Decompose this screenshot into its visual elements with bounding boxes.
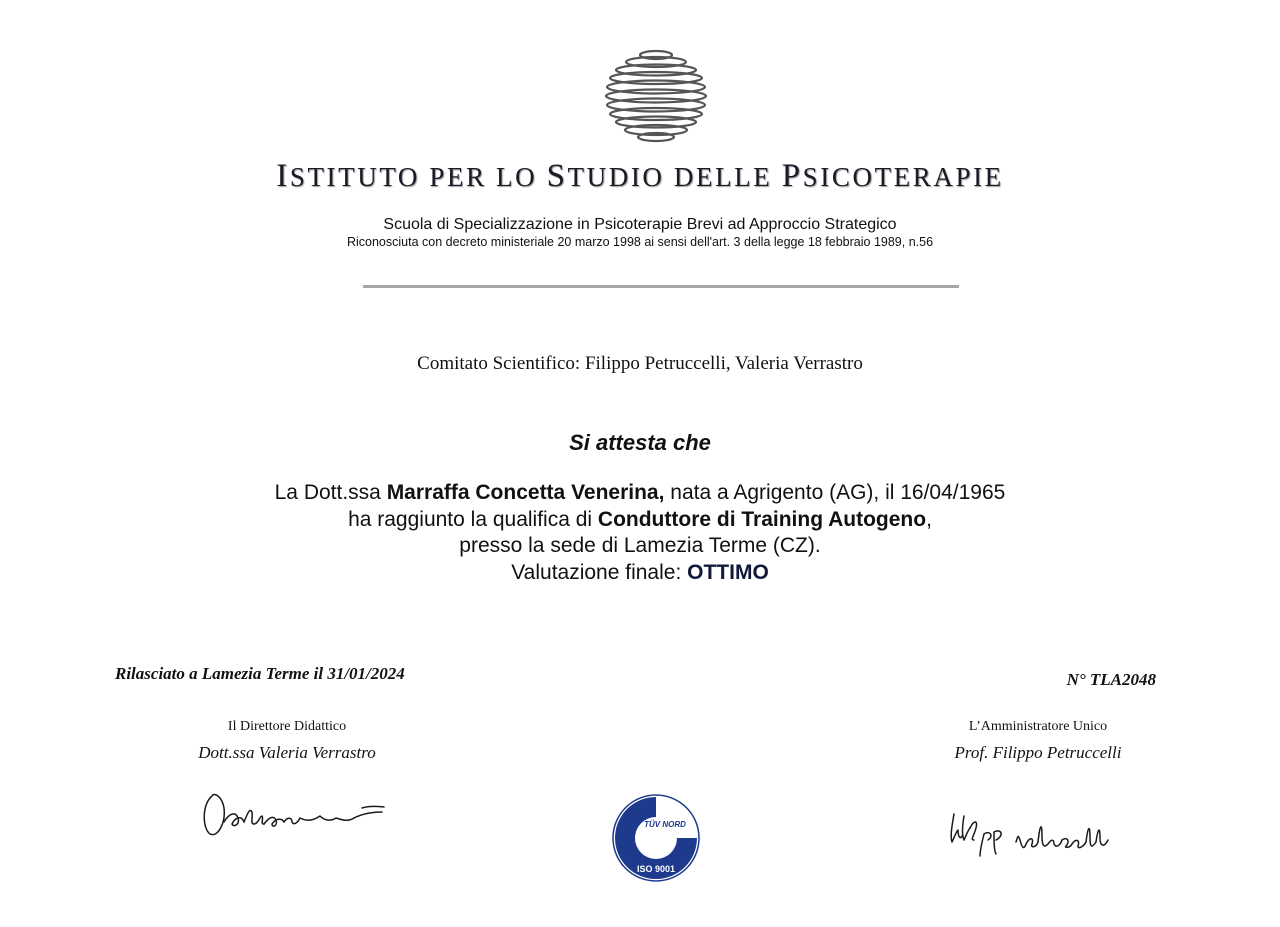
iso-certification-seal [611, 793, 701, 883]
seal-brand: TÜV NORD [644, 820, 686, 829]
line-text: ha raggiunto la qualifica di [348, 507, 598, 531]
seal-standard: ISO 9001 [636, 864, 676, 874]
certificate-number: N° TLA2048 [1066, 670, 1156, 689]
director-signature [196, 782, 396, 842]
line-text: La Dott.ssa [274, 481, 387, 504]
line-text: , [926, 507, 932, 531]
recipient-name: Marraffa Concetta Venerina, [386, 481, 665, 504]
final-grade: OTTIMO [687, 560, 769, 584]
attestation-line: presso la sede di Lamezia Terme (CZ). [459, 534, 821, 557]
recognition-note: Riconosciuta con decreto ministeriale 20 marzo 1998 ai sensi dell'art. 3 della legge 18 febbraio 1989, n.56 [346, 235, 934, 249]
institute-name-part: TUDIO DELLE [567, 162, 782, 192]
institute-logo [604, 46, 708, 150]
scientific-committee: Comitato Scientifico: Filippo Petruccelli, Valeria Verrastro [417, 353, 863, 374]
institute-name-part: SICOTERAPIE [802, 162, 1004, 192]
header-divider [363, 285, 959, 288]
qualification: Conduttore di Training Autogeno [597, 507, 927, 531]
attestation-heading: Si attesta che [569, 430, 711, 455]
line-text: Valutazione finale: [511, 560, 688, 584]
institute-name-initial: S [546, 158, 568, 194]
director-name: Dott.ssa Valeria Verrastro [198, 743, 376, 762]
director-role: Il Direttore Didattico [227, 719, 347, 734]
attestation-line [0, 560, 1280, 587]
attestation-body [0, 480, 1280, 586]
institute-name-initial: P [781, 158, 803, 194]
seal-entity: TÜV NORD Italia S.r.l. [635, 841, 677, 846]
administrator-signature [944, 806, 1116, 864]
line-text: nata a Agrigento (AG), il 16/04/1965 [664, 481, 1006, 504]
school-name: Scuola di Specializzazione in Psicoterapie Brevi ad Approccio Strategico [383, 216, 897, 233]
issue-place-date: Rilasciato a Lamezia Terme il 31/01/2024 [115, 664, 405, 683]
attestation-line [0, 480, 1280, 507]
institute-name-initial: I [276, 158, 290, 194]
administrator-name: Prof. Filippo Petruccelli [954, 743, 1122, 762]
attestation-line [0, 507, 1280, 534]
institute-name-part: STITUTO PER LO [289, 162, 547, 192]
administrator-role: L’Amministratore Unico [968, 719, 1108, 734]
institute-name [0, 158, 1280, 195]
